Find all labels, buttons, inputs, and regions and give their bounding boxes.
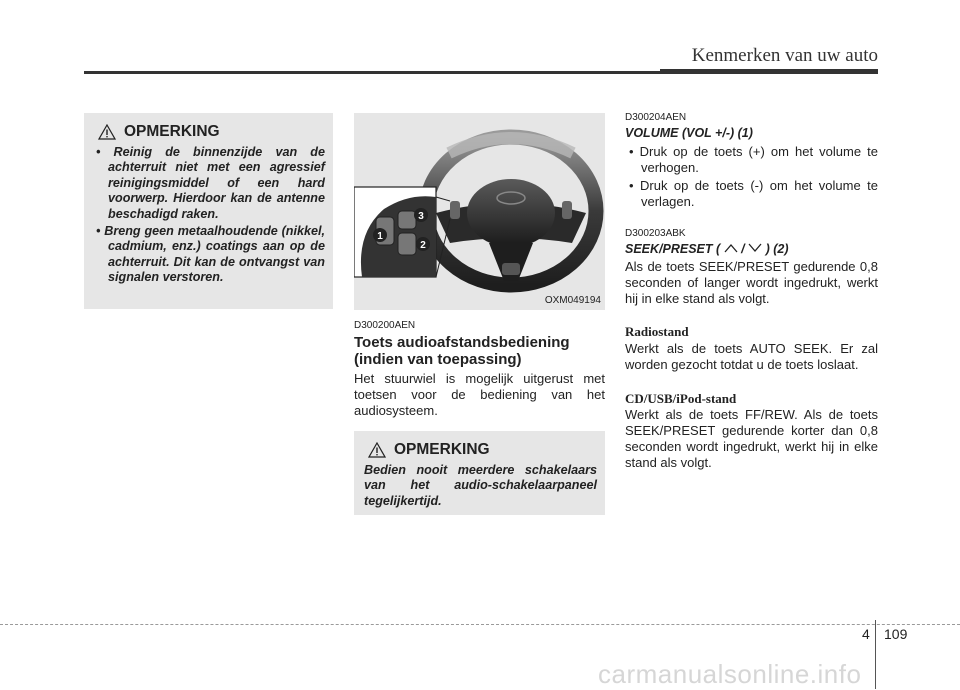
note-text: Bedien nooit meerdere schakelaars van het audio-schakelaarpaneel tegelijkertijd. [364,463,597,508]
note-list [94,145,325,286]
section-code: D300204AEN [625,112,687,123]
bullet-item: • Druk op de toets (-) om het volume te verlagen. [629,178,878,209]
figure-code: OXM049194 [544,295,601,306]
callout-1 [373,228,387,242]
bullet-item: • Druk op de toets (+) om het volume te verhogen. [629,144,878,175]
page-header-title: Kenmerken van uw auto [691,45,878,66]
note-item: • Reinig de binnenzijde van de achterruit niet met een agressief reinigingsmiddel of een hard voorwerp. Hierdoor kan de antenne beschadigd raken. [96,145,325,221]
section-body: Het stuurwiel is mogelijk uitgerust met toetsen voor de bediening van het audiosysteem. [354,371,605,418]
section-code: D300200AEN [354,320,416,331]
svg-text:2: 2 [420,240,426,251]
note-box-switches [354,431,605,515]
page-separator [875,620,876,689]
callout-2 [416,237,430,251]
watermark: carmanualsonline.info [598,659,862,689]
cd-heading: CD/USB/iPod-stand [625,391,737,406]
section-code: D300203ABK [625,228,686,239]
chevron-up-icon [724,243,738,253]
svg-text:3: 3 [418,211,424,222]
note-heading [98,123,325,141]
seek-body: Als de toets SEEK/PRESET gedurende 0,8 seconden of langer wordt ingedrukt, werkt hij in elke stand als volgt. [625,259,878,306]
seek-heading [625,242,789,256]
volume-heading: VOLUME (VOL +/-) (1) [625,126,753,140]
warning-triangle-icon [98,124,116,140]
svg-text:1: 1 [377,231,383,242]
note-heading-label: OPMERKING [394,441,490,458]
cd-body: Werkt als de toets FF/REW. Als de toets SEEK/PRESET gedurende korter dan 0,8 seconden wordt ingedrukt, werkt hij in elke stand als volgt. [625,407,878,470]
note-heading [368,441,597,459]
seek-heading-suffix: ) (2) [765,242,789,256]
note-heading-label: OPMERKING [124,123,220,140]
volume-bullets [625,144,878,212]
chevron-down-icon [748,243,762,253]
steering-wheel-figure [354,113,605,310]
page-number: 109 [884,626,908,642]
radio-body: Werkt als de toets AUTO SEEK. Er zal worden gezocht totdat u de toets loslaat. [625,341,878,372]
callout-3 [414,208,428,222]
chapter-number: 4 [862,626,870,642]
seek-heading-sep: / [741,242,745,256]
header-rule-accent [660,69,878,74]
note-item: • Breng geen metaalhoudende (nikkel, cadmium, enz.) coatings aan op de achterruit. Dit kan de ontvangst van signalen verstoren. [96,224,325,285]
warning-triangle-icon [368,442,386,458]
section-title: Toets audioafstandsbediening (indien van toepassing) [354,334,570,368]
seek-heading-prefix: SEEK/PRESET ( [625,242,721,256]
footer-rule [0,624,960,625]
note-box-antenna [84,113,333,309]
radio-heading: Radiostand [625,324,689,339]
steering-wheel-illustration [354,113,605,310]
